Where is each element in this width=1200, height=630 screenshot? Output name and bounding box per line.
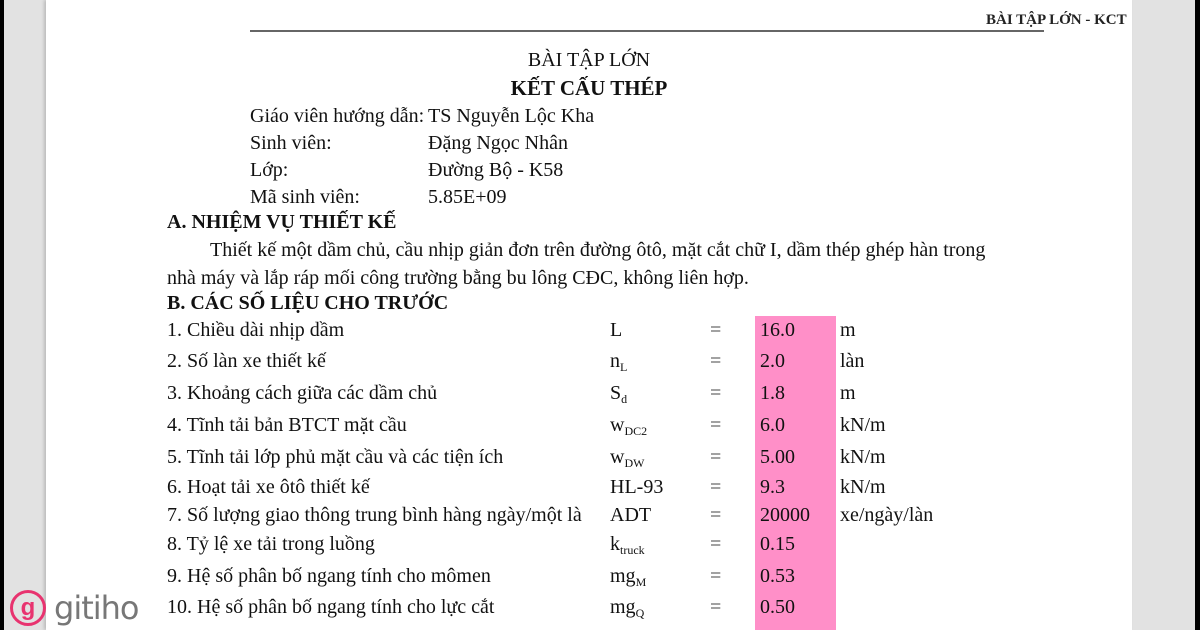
row-unit: kN/m bbox=[840, 414, 886, 436]
row-value[interactable]: 20000 bbox=[760, 504, 810, 526]
row-symbol bbox=[610, 381, 627, 411]
gitiho-logo-icon: g bbox=[10, 590, 46, 626]
info-value: 5.85E+09 bbox=[428, 186, 507, 208]
row-equals: = bbox=[710, 504, 722, 526]
row-symbol bbox=[610, 413, 647, 443]
row-label: 10. Hệ số phân bố ngang tính cho lực cắt bbox=[167, 596, 495, 618]
row-value[interactable]: 0.53 bbox=[760, 565, 795, 587]
symbol-subscript: truck bbox=[620, 543, 645, 557]
row-equals: = bbox=[710, 596, 722, 618]
row-equals: = bbox=[710, 533, 722, 555]
info-label: Lớp: bbox=[250, 159, 289, 181]
row-value[interactable]: 0.50 bbox=[760, 596, 795, 618]
symbol-subscript: L bbox=[620, 360, 628, 374]
section-a-heading: A. NHIỆM VỤ THIẾT KẾ bbox=[167, 211, 397, 233]
row-equals: = bbox=[710, 319, 722, 341]
row-equals: = bbox=[710, 565, 722, 587]
symbol-text: n bbox=[610, 350, 620, 372]
symbol-text: ADT bbox=[610, 504, 652, 526]
gitiho-logo bbox=[10, 590, 139, 626]
row-label: 9. Hệ số phân bố ngang tính cho mômen bbox=[167, 565, 491, 587]
row-equals: = bbox=[710, 446, 722, 468]
row-label: 2. Số làn xe thiết kế bbox=[167, 350, 326, 372]
info-label: Sinh viên: bbox=[250, 132, 332, 154]
row-value[interactable]: 0.15 bbox=[760, 533, 795, 555]
info-label: Mã sinh viên: bbox=[250, 186, 360, 208]
symbol-text: w bbox=[610, 446, 625, 468]
row-equals: = bbox=[710, 476, 722, 498]
row-symbol bbox=[610, 318, 622, 348]
row-unit: m bbox=[840, 382, 856, 404]
row-value[interactable]: 9.3 bbox=[760, 476, 785, 498]
row-symbol bbox=[610, 503, 651, 533]
document-page bbox=[46, 0, 1132, 630]
symbol-text: mg bbox=[610, 596, 636, 618]
section-a-line1: Thiết kế một dầm chủ, cầu nhịp giản đơn trên đường ôtô, mặt cắt chữ I, dầm thép ghép hàn trong bbox=[210, 239, 986, 261]
section-a-line2: nhà máy và lắp ráp mối công trường bằng bu lông CĐC, không liên hợp. bbox=[167, 267, 749, 289]
running-header: BÀI TẬP LỚN - KCT bbox=[986, 12, 1127, 28]
row-equals: = bbox=[710, 414, 722, 436]
row-label: 1. Chiều dài nhịp dầm bbox=[167, 319, 345, 341]
doc-title: BÀI TẬP LỚN bbox=[527, 49, 651, 71]
symbol-subscript: DC2 bbox=[624, 424, 648, 438]
row-unit: xe/ngày/làn bbox=[840, 504, 934, 526]
row-label: 7. Số lượng giao thông trung bình hàng ngày/một là bbox=[167, 504, 582, 526]
row-value[interactable]: 1.8 bbox=[760, 382, 785, 404]
row-equals: = bbox=[710, 382, 722, 404]
symbol-text: HL-93 bbox=[610, 476, 664, 498]
row-value[interactable]: 6.0 bbox=[760, 414, 785, 436]
row-unit: m bbox=[840, 319, 856, 341]
header-rule bbox=[250, 30, 1044, 32]
doc-subtitle: KẾT CẤU THÉP bbox=[510, 76, 668, 100]
row-label: 3. Khoảng cách giữa các dầm chủ bbox=[167, 382, 438, 404]
row-symbol bbox=[610, 564, 646, 594]
symbol-subscript: Q bbox=[635, 606, 645, 620]
row-value[interactable]: 5.00 bbox=[760, 446, 795, 468]
symbol-text: mg bbox=[610, 565, 636, 587]
info-value: Đường Bộ - K58 bbox=[428, 159, 564, 181]
row-unit: làn bbox=[840, 350, 865, 372]
window-edge-left bbox=[0, 0, 4, 630]
row-label: 4. Tĩnh tải bản BTCT mặt cầu bbox=[167, 414, 407, 436]
row-symbol bbox=[610, 349, 627, 379]
section-b-heading: B. CÁC SỐ LIỆU CHO TRƯỚC bbox=[167, 292, 449, 314]
row-symbol bbox=[610, 595, 644, 625]
row-symbol bbox=[610, 475, 663, 505]
row-label: 6. Hoạt tải xe ôtô thiết kế bbox=[167, 476, 370, 498]
symbol-text: S bbox=[610, 382, 622, 404]
info-value: TS Nguyễn Lộc Kha bbox=[428, 105, 595, 127]
gitiho-brand: gitiho bbox=[54, 589, 139, 627]
row-label: 8. Tỷ lệ xe tải trong luồng bbox=[167, 533, 375, 555]
symbol-subscript: d bbox=[621, 392, 628, 406]
symbol-text: w bbox=[610, 414, 625, 436]
symbol-text: L bbox=[610, 319, 623, 341]
row-value[interactable]: 16.0 bbox=[760, 319, 795, 341]
row-value[interactable]: 2.0 bbox=[760, 350, 785, 372]
row-equals: = bbox=[710, 350, 722, 372]
row-symbol bbox=[610, 532, 645, 562]
info-label: Giáo viên hướng dẫn: bbox=[250, 105, 425, 127]
row-label: 5. Tĩnh tải lớp phủ mặt cầu và các tiện ích bbox=[167, 446, 504, 468]
info-value: Đặng Ngọc Nhân bbox=[428, 132, 568, 154]
row-symbol bbox=[610, 445, 644, 475]
symbol-subscript: DW bbox=[624, 456, 645, 470]
symbol-text: k bbox=[610, 533, 620, 555]
row-unit: kN/m bbox=[840, 476, 886, 498]
symbol-subscript: M bbox=[635, 575, 647, 589]
window-edge-right bbox=[1195, 0, 1200, 630]
row-unit: kN/m bbox=[840, 446, 886, 468]
